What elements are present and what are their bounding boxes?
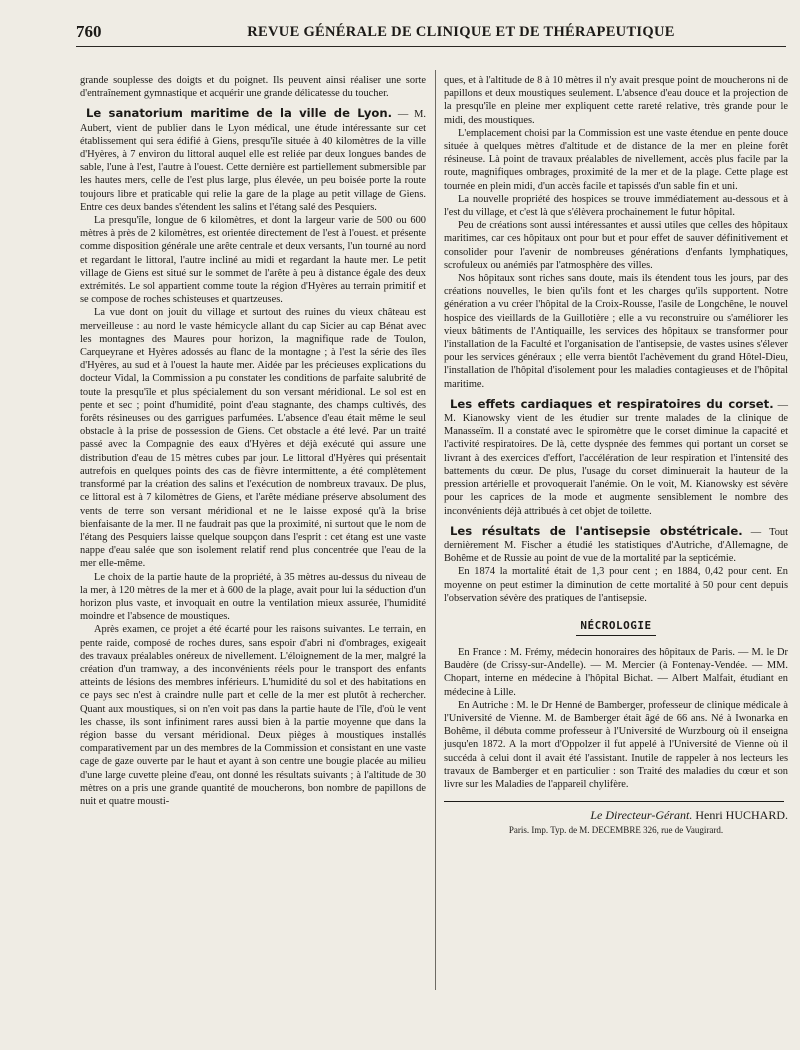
directeur-signature (444, 808, 788, 823)
paragraph: Peu de créations sont aussi intéressantes et aussi utiles que celles des hôpitaux maritimes, car ces hôpitaux ont pour but et pour effet de sauver définitivement et consolider pour l'avenir de nombreuses générations d'enfants lymphatiques, scrofuleux ou anémiés par l'atmosphère des villes. (444, 220, 788, 271)
directeur-name: Henri HUCHARD. (695, 808, 788, 823)
paragraph-text: — Tout dernièrement M. Fischer a étudié les statistiques d'Autriche, d'Allemagne, de Bohême et de Russie au point de vue de la mortalité par la septicémie. (444, 526, 788, 565)
paragraph: La nouvelle propriété des hospices se trouve immédiatement au-dessous et à l'est du village, et c'est là que s'élèvera prochainement le futur hôpital. (444, 193, 788, 219)
page-header (76, 20, 786, 47)
paragraph: En France : M. Frémy, médecin honoraires des hôpitaux de Paris. — M. le Dr Baudère (de Crissy-sur-Andelle). — M. Mercier (à Fontenay-Vendée. — MM. Chopart, interne en médecine à l'hôpital Bichat. — Albert Malfait, étudiant en médecine à Lille. (444, 646, 788, 698)
page-number: 760 (76, 22, 102, 41)
right-column (444, 74, 788, 837)
section-sanatorium (80, 106, 426, 214)
paragraph: Le choix de la partie haute de la propriété, à 35 mètres au-dessus du niveau de la mer, à 120 mètres de la mer et à 600 de la plage, avait pour lui la séduction d'un horizon plus vaste, et invoquait en outre la ventilation mieux assurée, l'humidité moindre et l'absence de moustiques. (80, 571, 426, 623)
section-title: Les effets cardiaques et respiratoires du corset. (450, 396, 774, 411)
paragraph-text: — M. Aubert, vient de publier dans le Lyon médical, une étude intéressante sur cet établissement qui sera édifié à Giens, presqu'île située à 40 kilomètres de la ville d'Hyères, à 7 environ du littoral auquel elle est reliée par deux longues bandes de sable, l'une à l'est, l'autre à l'ouest. Cette dernière est partiellement submersible par les hautes mers, celle de l'est plus large, plus élevée, un peu boisée porte la route toujours libre et praticable qui relie la gare de la plage au petit village de Giens. Entre ces deux bandes s'étendent les salins et l'étang salé des Pesquiers. (80, 109, 426, 213)
section-title: Les résultats de l'antisepsie obstétricale. (450, 523, 743, 538)
section-corset (444, 397, 788, 518)
paragraph: En 1874 la mortalité était de 1,3 pour cent ; en 1884, 0,42 pour cent. En moyenne on peut estimer la diminution de cette mortalité à 50 pour cent depuis l'observation sévère des pratiques de l'antisepsie. (444, 566, 788, 604)
column-divider (435, 70, 436, 990)
paragraph: La vue dont on jouit du village et surtout des ruines du vieux château est merveilleuse : au nord le vaste hémicycle allant du cap Sicier au cap Bénat avec les montagnes des Maures pour horizon, la magnifique rade de Toulon, Carqueyrane et Hyères adossés au flanc de la montagne ; à l'est la série des îles d'Hyères, au sud et à l'ouest la haute mer. Aidée par les précieuses explications du docteur Vidal, la Commission a pu constater les conditions de parfaite salubrité de toute la presqu'île et plus spécialement du son versant méridional. Le sol est en pente et sec ; point d'humidité, point d'eau stagnante, des champs cultivés, des forêts résineuses ou des garrigues parfumées. L'absence d'eau était même le seul obstacle à la prise de possession de Giens. Cet obstacle a été levé. Par un traité passé avec la Compagnie des eaux d'Hyères et déjà exécuté qui assure une distribution d'eau de 15 mètres cubes par jour. Le littoral d'Hyères qui présentait autrefois en quelques points des cas de fièvre intermittente, a été complètement transformé par la création des salins et l'exécution de nombreux travaux. De plus, ce littoral est à 7 kilomètres de Giens, et l'arête médiane préserve absolument des vents de terre son versant méridional et ne le laisse exposé qu'à la brise bienfaisante de la mer. Il ne faudrait pas que la proximité, ni surtout que le nom de l'étang des Pesquiers laisse quelque soupçon dans l'esprit : cet étang est une vaste nappe d'eau salée que son isolement relatif rend plus concentrée que l'eau de la mer elle-même. (80, 307, 426, 570)
paragraph: En Autriche : M. le Dr Henné de Bamberger, professeur de clinique médicale à l'Université de Vienne. M. de Bamberger était âgé de 66 ans. Né à Iwonarka en Bohême, il débuta comme professeur à l'Université de Wurzbourg où il enseigna jusqu'en 1872. A la mort d'Oppolzer il fut appelé à l'Université de Vienne où il succéda à celui dont il avait été l'assistant. Inutile de rappeler à nos lecteurs les travaux de Bamberger et en particulier : son Traité des maladies du cœur et son livre sur les Maladies de l'appareil chylifère. (444, 699, 788, 790)
imprint-line: Paris. Imp. Typ. de M. DECEMBRE 326, rue de Vaugirard. (508, 825, 724, 836)
directeur-label: Le Directeur-Gérant. (590, 808, 693, 823)
section-title: Le sanatorium maritime de la ville de Lyon. (86, 106, 393, 121)
paragraph: Après examen, ce projet a été écarté pour les raisons suivantes. Le terrain, en pente raide, composé de roches dures, sans espoir d'abri ni d'ombrages, exigeait des travaux préalables onéreux de nivellement. L'éloignement de la mer, malgré la création d'un tramway, a des inconvénients réels pour le transport des enfants atteints de lésions des membres inférieurs. L'humidité du sol et des habitations en ce pays sec n'est à craindre nulle part et celle de la mer est plutôt à rechercher. Quant aux moustiques, si on n'en voit pas dans la partie haute de l'île, d'où le vent les chasse, ils sont infiniment rares aussi bien à la partie moyenne que dans la région basse du versant méridional. Deux pièges à moustiques installés comparativement par un des membres de la Commission et consistant en une vaste cage de gaze ouverte par le haut et ayant à son centre une bougie placée au milieu d'une large cuvette pleine d'eau, ont donné les résultats suivants ; à l'altitude de 30 mètres on a pris une grande quantité de moucherons, bon nombre de papillons de nuit et quatre mousti- (80, 624, 426, 807)
paragraph: grande souplesse des doigts et du poignet. Ils peuvent ainsi réaliser une sorte d'entraînement gymnastique et acquérir une grande délicatesse du toucher. (80, 75, 426, 100)
running-title: REVUE GÉNÉRALE DE CLINIQUE ET DE THÉRAPEUTIQUE (247, 24, 675, 40)
paragraph: L'emplacement choisi par la Commission est une vaste étendue en pente douce située à quelques mètres d'altitude et de distance de la mer en pleine forêt résineuse. Là point de travaux préalables de nivellement, accès plus facile par la route, magnifiques ombrages, proximité de la mer et de la plage. Cette plage est tournée en plein midi, d'un accès facile et tapissés d'un sable fin et uni. (444, 127, 788, 192)
paragraph: Nos hôpitaux sont riches sans doute, mais ils étendent tous les jours, par des créations nouvelles, le bien qu'ils font et les charges qu'ils supportent. Notre génération a vu créer l'hôpital de la Croix-Rousse, l'asile de Longchêne, le nouvel hospice des vieillards de la Guillotière ; elle a vu reconstruire ou s'améliorer les vieux bâtiments de l'Antiquaille, les services des hôpitaux se transformer pour l'installation de la Faculté et l'organisation de l'antisepsie, de vastes usines s'élever pour les services généraux ; elle verra bientôt l'achèvement du grand Hôtel-Dieu, l'installation de l'hôpital d'isolement pour les maladies contagieuses et de l'hôpital maritime. (444, 273, 788, 390)
section-antisepsie (444, 524, 788, 566)
paragraph: La presqu'île, longue de 6 kilomètres, et dont la largeur varie de 500 ou 600 mètres à près de 2 kilomètres, est orientée directement de l'est à l'ouest. et présente comme disposition générale une arête centrale et deux versants, l'un tourné au nord et regardant le littoral, l'autre incliné au midi et regardant la haute mer. Le petit village de Giens est situé sur le sommet de l'arête à peu à distance égale des deux extrémités. Le sol appartient comme toute la région d'Hyères au terrain primitif et se compose de roches schisteuses et quartzeuses. (80, 215, 426, 306)
paragraph: ques, et à l'altitude de 8 à 10 mètres il n'y avait presque point de moucherons ni de papillons et deux moustiques seulement. L'absence d'eau douce et la projection de la presqu'île en pleine mer expliquent cette rareté relative, très grande pour le midi, des moustiques. (444, 75, 788, 126)
separator-rule (444, 801, 784, 802)
left-column (80, 74, 426, 808)
necrologie-heading: NÉCROLOGIE (444, 619, 788, 636)
paragraph-text: — M. Kianowsky vient de les étudier sur trente malades de la clinique de Manasseïm. Il a constaté avec le spiromètre que le corset diminue la capacité et l'activité respiratoires. De là, cette dyspnée des femmes qui portant un corset se livrant à des exercices d'effort, l'accélération de leur respiration et l'intensité des battements du cœur. De plus, l'usage du corset diminuerait la hauteur de la pression artérielle et provoquerait l'anémie. On le voit, M. Kianowsky est sévère pour les caprices de la mode et augmente sensiblement le nombre des inconvénients déjà attribués à cet objet de toilette. (444, 399, 788, 517)
